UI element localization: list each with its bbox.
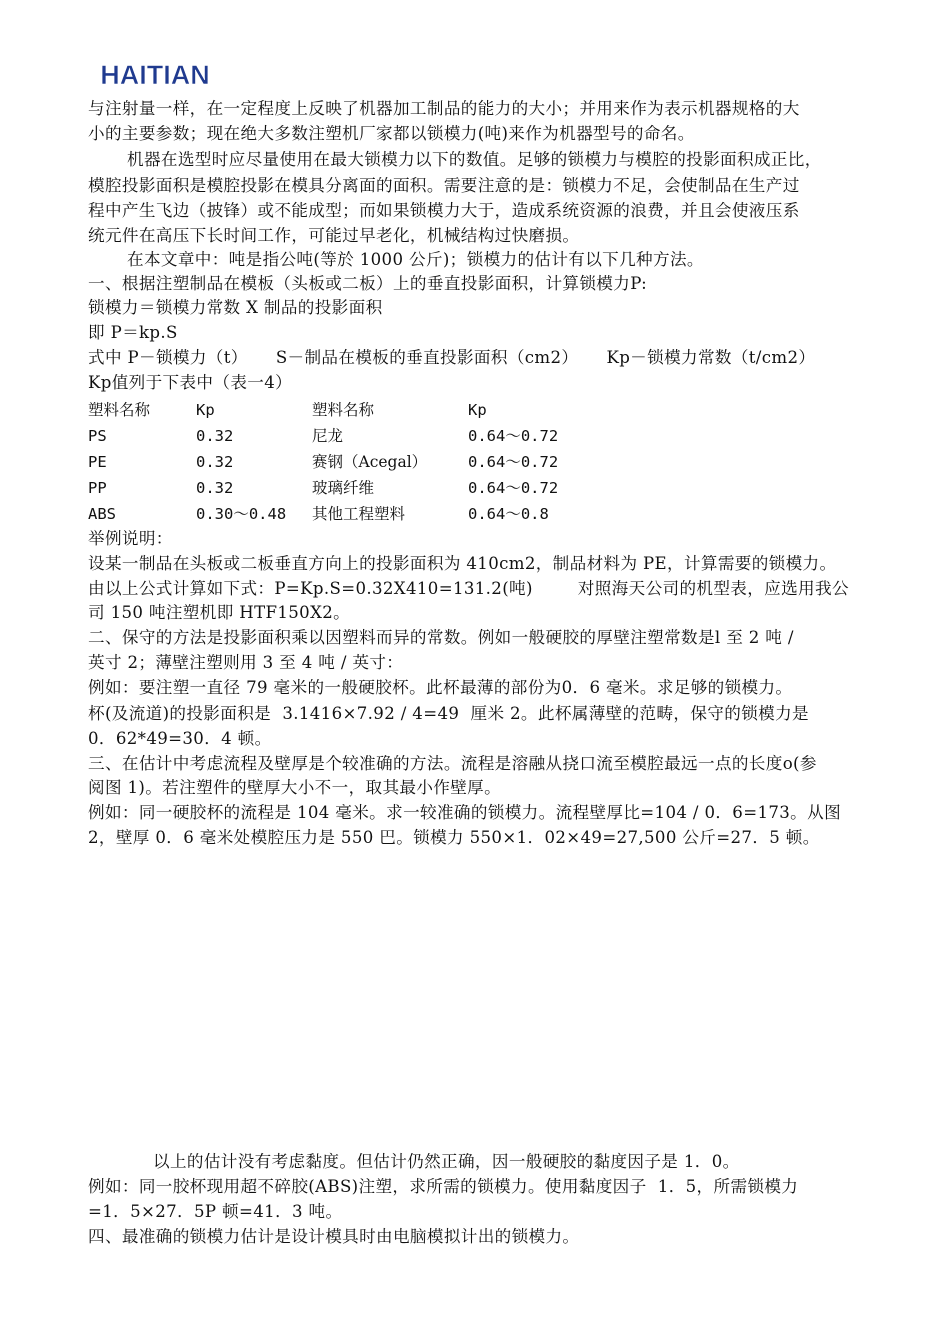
text-line: 由以上公式计算如下式：P=Kp.S=0.32X410=131.2(吨) 对照海天公司的机型表，应选用我公 [88, 579, 849, 598]
haitian-logo [88, 60, 222, 88]
table-header: Kp [468, 401, 487, 419]
table-cell: PE [88, 453, 107, 471]
table-header: 塑料名称 [88, 401, 151, 419]
text-line: 与注射量一样，在一定程度上反映了机器加工制品的能力的大小；并用来作为表示机器规格的大 [88, 99, 800, 118]
text-line: 例如：同一胶杯现用超不碎胶(ABS)注塑，求所需的锁模力。使用黏度因子 1．5，所需锁模力 [88, 1177, 799, 1196]
text-line: 阅图 1)。若注塑件的壁厚大小不一，取其最小作壁厚。 [88, 778, 502, 797]
table-cell: 0.64～0.72 [468, 427, 559, 445]
text-line: 例如：要注塑一直径 79 毫米的一般硬胶杯。此杯最薄的部份为0．6 毫米。求足够的锁模力。 [88, 678, 793, 697]
text-line: 四、最准确的锁模力估计是设计模具时由电脑模拟计出的锁模力。 [88, 1227, 580, 1246]
text-line: 举例说明： [88, 529, 173, 548]
table-cell: ABS [88, 505, 116, 523]
table-cell: 其他工程塑料 [312, 505, 406, 523]
formula-line: 锁模力＝锁模力常数 X 制品的投影面积 [88, 298, 383, 317]
text-line: 统元件在高压下长时间工作，可能过早老化，机械结构过快磨损。 [88, 226, 580, 245]
formula-definition: 式中 P－锁模力（t） S－制品在模板的垂直投影面积（cm2） Kp－锁模力常数（t/cm2） [88, 348, 816, 367]
text-line: 三、在估计中考虑流程及壁厚是个较准确的方法。流程是溶融从挠口流至模腔最远一点的长度o(参 [88, 754, 817, 773]
table-cell: 尼龙 [312, 427, 344, 445]
table-cell: 玻璃纤维 [312, 479, 375, 497]
text-line: =1．5×27．5P 顿=41．3 吨。 [88, 1202, 343, 1221]
table-caption: Kp值列于下表中（表一4） [88, 373, 293, 392]
text-line: 模腔投影面积是模腔投影在模具分离面的面积。需要注意的是：锁模力不足，会使制品在生产过 [88, 176, 800, 195]
text-line: 设某一制品在头板或二板垂直方向上的投影面积为 410cm2，制品材料为 PE，计算需要的锁模力。 [88, 554, 837, 573]
text-line: 例如：同一硬胶杯的流程是 104 毫米。求一较准确的锁模力。流程壁厚比=104 / 0．6=173。从图 [88, 803, 842, 822]
table-header: 塑料名称 [312, 401, 375, 419]
table-cell: 0.32 [196, 453, 234, 471]
text-line: 2，壁厚 0．6 毫米处模腔压力是 550 巴。锁模力 550×1．02×49=27,500 公斤=27．5 顿。 [88, 828, 820, 847]
table-cell: 0.32 [196, 479, 234, 497]
text-line: 一、根据注塑制品在模板（头板或二板）上的垂直投影面积，计算锁模力P: [88, 274, 648, 293]
text-line: 机器在选型时应尽量使用在最大锁模力以下的数值。足够的锁模力与模腔的投影面积成正比， [127, 150, 822, 169]
text-line: 以上的估计没有考虑黏度。但估计仍然正确，因一般硬胶的黏度因子是 1．0。 [153, 1152, 740, 1171]
text-line: 英寸 2；薄壁注塑则用 3 至 4 吨 / 英寸： [88, 653, 404, 672]
text-line: 司 150 吨注塑机即 HTF150X2。 [88, 603, 351, 622]
table-cell: 0.64～0.72 [468, 453, 559, 471]
table-header: Kp [196, 401, 215, 419]
table-cell: 赛钢（Acegal） [312, 453, 428, 471]
text-line: 0．62*49=30．4 顿。 [88, 729, 272, 748]
text-line: 在本文章中：吨是指公吨(等於 1000 公斤)；锁模力的估计有以下几种方法。 [127, 250, 704, 269]
logo-text: HAITIAN [100, 60, 210, 88]
table-cell: PS [88, 427, 107, 445]
formula-line: 即 P＝kp.S [88, 323, 178, 342]
text-line: 杯(及流道)的投影面积是 3.1416×7.92 / 4=49 厘米 2。此杯属薄壁的范畴，保守的锁模力是 [88, 704, 809, 723]
table-cell: PP [88, 479, 107, 497]
text-line: 小的主要参数；现在绝大多数注塑机厂家都以锁模力(吨)来作为机器型号的命名。 [88, 124, 695, 143]
text-line: 程中产生飞边（披锋）或不能成型；而如果锁模力大于，造成系统资源的浪费，并且会使液压系 [88, 201, 800, 220]
table-cell: 0.64～0.72 [468, 479, 559, 497]
table-cell: 0.30～0.48 [196, 505, 287, 523]
table-cell: 0.64～0.8 [468, 505, 549, 523]
text-line: 二、保守的方法是投影面积乘以因塑料而异的常数。例如一般硬胶的厚壁注塑常数是l 至 2 吨 / [88, 628, 794, 647]
table-cell: 0.32 [196, 427, 234, 445]
